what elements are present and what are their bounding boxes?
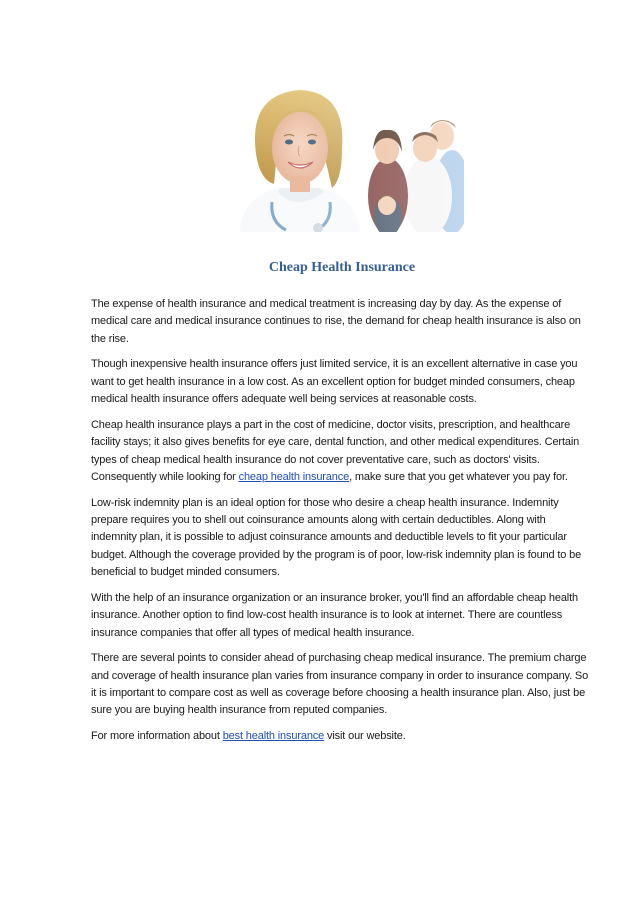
paragraph-3-text-before: Cheap health insurance plays a part in the cost of medicine, doctor visits, prescription, and healthcare facility stays; it also gives benefits for eye care, dental function, and other medical expenditures. Certain types of cheap medical health insurance do not cover preventative care, such as doctors' visits. Consequently while looking for bbox=[91, 418, 580, 484]
cheap-health-insurance-link[interactable]: cheap health insurance bbox=[238, 471, 350, 484]
document-body bbox=[91, 296, 591, 754]
paragraph-1: The expense of health insurance and medical treatment is increasing day by day. As the expense of medical care and medical insurance continues to rise, the demand for cheap health insurance is also on the rise. bbox=[91, 298, 581, 345]
paragraph-7 bbox=[91, 728, 591, 745]
paragraph-7-text-after: visit our website. bbox=[324, 730, 406, 743]
paragraph-3 bbox=[91, 417, 591, 487]
page-title: Cheap Health Insurance bbox=[268, 260, 416, 275]
paragraph-3-text-after: , make sure that you get whatever you pay for. bbox=[349, 471, 568, 484]
nurse-family-photo bbox=[220, 84, 464, 232]
paragraph-2: Though inexpensive health insurance offers just limited service, it is an excellent alternative in case you want to get health insurance in a low cost. As an excellent option for budget minded consumers, cheap medical health insurance offers adequate well being services at reasonable costs. bbox=[91, 358, 578, 406]
hero-image bbox=[220, 84, 464, 232]
best-health-insurance-link[interactable]: best health insurance bbox=[222, 730, 325, 743]
paragraph-6: There are several points to consider ahead of purchasing cheap medical insurance. The premium charge and coverage of health insurance plan varies from insurance company in order to insurance company. So it is important to compare cost as well as coverage before choosing a health insurance plan. Also, just be sure you are buying health insurance from reputed companies. bbox=[91, 652, 589, 717]
paragraph-4: Low-risk indemnity plan is an ideal option for those who desire a cheap health insurance. Indemnity prepare requires you to shell out coinsurance amounts along with certain deductibles. Along with indemnity plan, it is possible to adjust coinsurance amounts and deductible levels to fit your particular budget. Although the coverage provided by the program is of poor, low-risk indemnity plan is found to be beneficial to budget minded consumers. bbox=[91, 496, 582, 579]
paragraph-5: With the help of an insurance organization or an insurance broker, you'll find an affordable cheap health insurance. Another option to find low-cost health insurance is to look at internet. There are countless insurance companies that offer all types of medical health insurance. bbox=[91, 591, 578, 639]
paragraph-7-text-before: For more information about bbox=[91, 730, 223, 743]
